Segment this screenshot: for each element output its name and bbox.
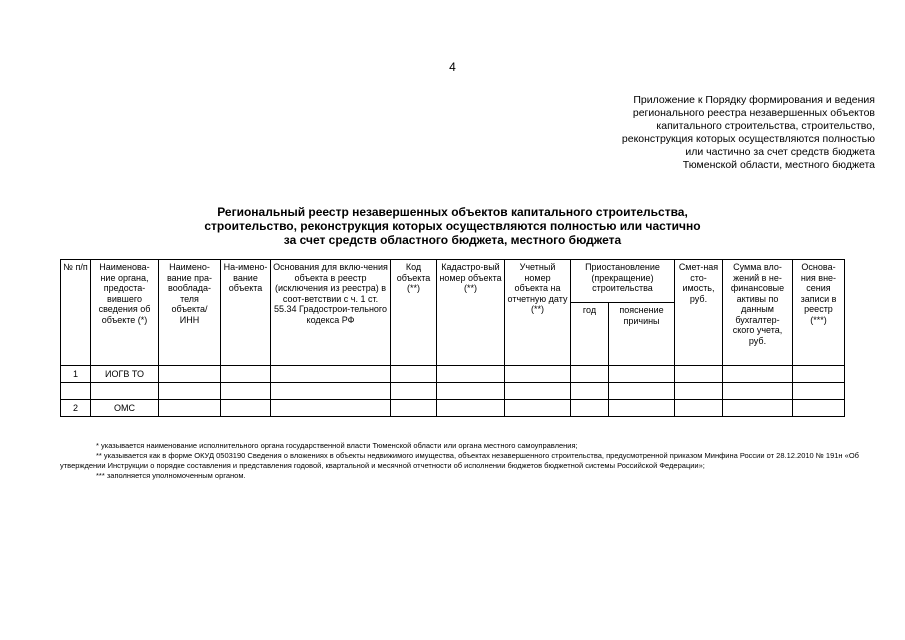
table-cell <box>723 400 793 417</box>
header-account: Учетный номер объекта на отчетную дату (**) <box>505 260 571 366</box>
table-cell <box>159 400 221 417</box>
header-year: год <box>571 303 609 366</box>
table-cell <box>391 400 437 417</box>
header-suspension: Приостановление (прекращение) строительства <box>571 260 675 303</box>
document-title <box>0 205 905 247</box>
table-cell <box>271 366 391 383</box>
footnote: *** заполняется уполномоченным органом. <box>96 471 246 480</box>
header-assets: Сумма вло-жений в не-финансовые активы по данным бухгалтер-ского учета, руб. <box>723 260 793 366</box>
table-cell <box>723 366 793 383</box>
table-cell <box>271 400 391 417</box>
table-cell <box>609 366 675 383</box>
row-num <box>61 383 91 400</box>
registry-table <box>60 259 845 417</box>
row-org <box>91 383 159 400</box>
table-row <box>61 400 845 417</box>
row-org: ОМС <box>91 400 159 417</box>
row-num: 1 <box>61 366 91 383</box>
header-num: № п/п <box>61 260 91 366</box>
header-grounds: Основа-ния вне-сения записи в реестр (***) <box>793 260 845 366</box>
table-cell <box>271 383 391 400</box>
table-cell <box>675 366 723 383</box>
table-cell <box>793 400 845 417</box>
table-cell <box>159 383 221 400</box>
table-cell <box>793 366 845 383</box>
appendix-line: реконструкция которых осуществляются полностью <box>621 133 875 145</box>
appendix-line: Тюменской области, местного бюджета <box>682 159 875 171</box>
appendix-note <box>555 94 875 172</box>
table-cell <box>793 383 845 400</box>
table-row <box>61 383 845 400</box>
header-org: Наименова-ние органа, предоста-вившего сведения об объекте (*) <box>91 260 159 366</box>
appendix-line: Приложение к Порядку формирования и ведения <box>633 94 875 106</box>
table-cell <box>437 383 505 400</box>
appendix-line: регионального реестра незавершенных объектов <box>632 107 875 119</box>
header-code: Код объекта (**) <box>391 260 437 366</box>
header-object-name: На-имено-вание объекта <box>221 260 271 366</box>
table-cell <box>505 366 571 383</box>
row-num: 2 <box>61 400 91 417</box>
table-cell <box>221 383 271 400</box>
table-cell <box>221 400 271 417</box>
table-cell <box>391 366 437 383</box>
header-basis: Основания для вклю-чения объекта в реестр (исключения из реестра) в соот-ветствии с ч. 1 ст. 55.34 Градострои-тельного кодекса РФ <box>271 260 391 366</box>
title-line: Региональный реестр незавершенных объектов капитального строительства, <box>217 205 688 219</box>
table-cell <box>437 400 505 417</box>
footnote: ** указывается как в форме ОКУД 0503190 Сведения о вложениях в объекты недвижимого имущества, объектах незавершенного строительства, предусмотренной приказом Минфина России от 28.12.2010 № 191н «Об утверждении Инструкции о порядке составления и представления годовой, квартальной и месячной отчетности об исполнении бюджетов бюджетной системы Российской Федерации»; <box>60 451 859 470</box>
table-cell <box>571 400 609 417</box>
header-explanation: пояснение причины <box>609 303 675 366</box>
row-org: ИОГВ ТО <box>91 366 159 383</box>
table-cell <box>391 383 437 400</box>
header-owner: Наимено-вание пра-вооблада-теля объекта/ ИНН <box>159 260 221 366</box>
table-row <box>61 366 845 383</box>
table-cell <box>505 400 571 417</box>
table-cell <box>221 366 271 383</box>
title-line: за счет средств областного бюджета, местного бюджета <box>283 233 622 247</box>
table-cell <box>571 366 609 383</box>
footnotes <box>60 441 875 481</box>
table-cell <box>609 383 675 400</box>
table-cell <box>505 383 571 400</box>
header-estimate: Смет-ная сто-имость, руб. <box>675 260 723 366</box>
table-cell <box>159 366 221 383</box>
appendix-line: капитального строительства, строительство, <box>656 120 875 132</box>
table-cell <box>609 400 675 417</box>
table-cell <box>675 400 723 417</box>
table-cell <box>571 383 609 400</box>
header-cadastral: Кадастро-вый номер объекта (**) <box>437 260 505 366</box>
footnote: * указывается наименование исполнительного органа государственной власти Тюменской области или органа местного самоуправления; <box>96 441 578 450</box>
appendix-line: или частично за счет средств бюджета <box>685 146 875 158</box>
table-cell <box>437 366 505 383</box>
table-cell <box>675 383 723 400</box>
page-number: 4 <box>449 60 456 74</box>
title-line: строительство, реконструкция которых осуществляются полностью или частично <box>204 219 701 233</box>
table-cell <box>723 383 793 400</box>
